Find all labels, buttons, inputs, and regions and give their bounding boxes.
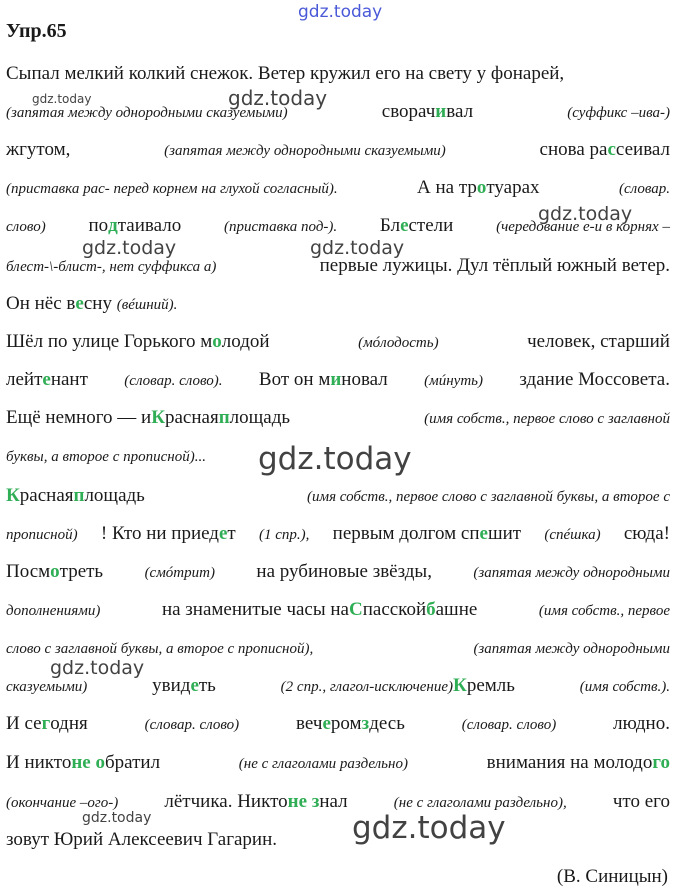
grammar-note: (приставка рас- перед корнем на глухой согласный). (6, 181, 338, 197)
word-group (539, 598, 670, 623)
text-fragment: на рубиновые звёзды, (256, 561, 432, 582)
text-fragment: сеивал (615, 139, 670, 160)
watermark: gdz.today (352, 810, 506, 846)
highlighted-letter: е (218, 523, 228, 544)
word-group (256, 560, 432, 585)
text-fragment: Бл (379, 215, 401, 236)
grammar-note: слово) (6, 219, 46, 235)
text-fragment: на знаменитые часы на (161, 599, 349, 620)
text-line (6, 522, 670, 547)
word-group (487, 751, 670, 776)
word-group (473, 560, 670, 585)
text-fragment: сворач (381, 101, 436, 122)
word-group (624, 522, 670, 547)
word-group (417, 176, 540, 201)
grammar-note: сказуемыми) (6, 679, 88, 695)
word-group (613, 790, 670, 815)
word-group (117, 293, 178, 314)
grammar-note: (запятая между однородными сказуемыми) (164, 143, 446, 159)
text-fragment: ашне (435, 599, 478, 620)
grammar-note: буквы, а второе с прописной)... (6, 449, 206, 465)
text-fragment: Он нёс в (6, 293, 76, 314)
grammar-note: (окончание –ого-) (6, 795, 119, 811)
highlighted-letter: е (479, 523, 488, 544)
text-fragment: ть (198, 675, 216, 696)
text-fragment: здание Моссовета. (519, 369, 670, 390)
author-signature: (В. Синицын) (556, 866, 668, 887)
highlighted-letter: не з (287, 791, 320, 812)
watermark: gdz.today (258, 441, 412, 477)
text-fragment: сну (83, 293, 112, 314)
highlighted-letter: е (322, 713, 331, 734)
word-group (259, 522, 309, 547)
grammar-note: (вéшний). (116, 297, 178, 313)
text-fragment: туарах (486, 177, 540, 198)
grammar-note: (имя собств.). (579, 679, 670, 695)
watermark: gdz.today (82, 810, 152, 826)
text-line (6, 828, 670, 852)
text-fragment: расная (164, 407, 219, 428)
exercise-title: Упр.65 (6, 20, 67, 42)
word-group (567, 100, 670, 125)
text-fragment: братил (104, 752, 161, 773)
highlighted-letter: е (42, 369, 51, 390)
highlighted-letter: з (361, 713, 370, 734)
word-group (540, 138, 670, 163)
watermark: gdz.today (50, 657, 145, 679)
grammar-note: (словар. слово). (124, 373, 223, 389)
text-line (6, 598, 670, 623)
word-group (6, 368, 88, 393)
word-group (6, 751, 160, 776)
text-fragment: что его (612, 791, 670, 812)
text-fragment: первым долгом сп (332, 523, 480, 544)
text-fragment: лощадь (84, 485, 145, 506)
text-fragment: Посм (6, 561, 51, 582)
word-group (6, 406, 290, 431)
word-group (6, 522, 78, 547)
watermark: gdz.today (228, 86, 328, 110)
word-group (224, 214, 337, 239)
highlighted-letter: д (108, 215, 118, 236)
word-group (281, 674, 515, 699)
highlighted-letter: и (330, 369, 342, 390)
watermark-top: gdz.today (298, 2, 383, 22)
text-fragment: Вот он м (258, 369, 331, 390)
highlighted-letter: го (652, 752, 670, 773)
text-fragment: А на тр (417, 177, 477, 198)
text-fragment: таивало (117, 215, 182, 236)
word-group (6, 214, 46, 239)
text-line (6, 330, 670, 355)
text-fragment: новал (341, 369, 388, 390)
text-line (6, 138, 670, 163)
word-group (6, 445, 206, 466)
highlighted-letter: не о (71, 752, 105, 773)
text-line (6, 292, 670, 317)
word-group (6, 330, 270, 355)
text-fragment: Ещё немного — и (6, 407, 152, 428)
grammar-note: (смóтрит) (144, 565, 215, 581)
word-group (519, 368, 670, 393)
text-fragment: лейт (6, 369, 43, 390)
word-group (462, 712, 556, 737)
word-group (6, 62, 564, 86)
grammar-note: (словар. (618, 181, 670, 197)
grammar-note: (запятая между однородными (473, 565, 670, 581)
watermark: gdz.today (32, 92, 92, 106)
highlighted-letter: о (212, 331, 222, 352)
highlighted-letter: б (426, 599, 436, 620)
text-line (6, 484, 670, 509)
highlighted-letter: К (151, 407, 165, 428)
highlighted-letter: п (73, 485, 85, 506)
text-fragment: Шёл по улице Горького м (6, 331, 213, 352)
word-group (307, 484, 670, 509)
word-group (259, 368, 388, 393)
grammar-note: (не с глаголами раздельно), (393, 795, 567, 811)
text-fragment: сюда! (623, 523, 670, 544)
text-line (6, 62, 670, 86)
grammar-note: (словар. слово) (461, 717, 557, 733)
text-fragment: снова ра (539, 139, 608, 160)
text-fragment: Сыпал мелкий колкий снежок. Ветер кружил его на свету у фонарей, (6, 63, 565, 84)
word-group (124, 368, 222, 393)
text-line (6, 712, 670, 737)
word-group (6, 176, 338, 201)
text-line (6, 751, 670, 776)
grammar-note: (чередование е-и в корнях – (496, 219, 670, 235)
grammar-note: (имя собств., первое (538, 603, 670, 619)
text-fragment: шит (487, 523, 522, 544)
text-fragment: одня (50, 713, 88, 734)
grammar-note: дополнениями) (6, 603, 101, 619)
word-group (424, 406, 670, 431)
word-group (6, 829, 277, 850)
word-group (239, 751, 408, 776)
text-fragment: людно. (613, 713, 670, 734)
text-line (6, 368, 670, 393)
word-group (296, 712, 405, 737)
word-group (527, 330, 670, 355)
grammar-note: (мóлодость) (358, 335, 439, 351)
grammar-note: (имя собств., первое слово с заглавной (424, 411, 670, 427)
word-group (424, 368, 483, 393)
text-fragment: ремль (466, 675, 515, 696)
highlighted-letter: е (190, 675, 199, 696)
grammar-note: (запятая между однородными (473, 641, 670, 657)
text-line (6, 560, 670, 585)
word-group (382, 100, 473, 125)
highlighted-letter: о (476, 177, 487, 198)
text-fragment: И никто (6, 752, 72, 773)
highlighted-letter: о (50, 561, 60, 582)
text-fragment: по (88, 215, 109, 236)
word-group (162, 598, 477, 623)
grammar-note: блест-\-блист-, нет суффикса а) (6, 259, 217, 275)
grammar-note: (приставка под-). (223, 219, 338, 235)
word-group (145, 560, 215, 585)
text-fragment: расная (19, 485, 74, 506)
word-group (613, 712, 670, 737)
grammar-note: (1 спр.), (259, 527, 310, 543)
word-group (6, 293, 112, 314)
word-group (6, 138, 70, 163)
highlighted-letter: г (41, 713, 51, 734)
text-fragment: ром (330, 713, 362, 734)
text-fragment: лощадь (229, 407, 291, 428)
word-group (544, 522, 600, 547)
grammar-note: (2 спр., глагол-исключение) (280, 679, 454, 695)
word-group (88, 214, 181, 239)
text-fragment: т (227, 523, 236, 544)
text-fragment: лётчика. Никто (164, 791, 288, 812)
grammar-note: (мúнуть) (424, 373, 483, 389)
highlighted-letter: С (348, 599, 363, 620)
word-group (164, 790, 347, 815)
text-fragment: увид (152, 675, 191, 696)
text-fragment: веч (296, 713, 323, 734)
word-group (145, 712, 239, 737)
text-fragment: нант (50, 369, 88, 390)
word-group (473, 636, 670, 661)
text-fragment: первые лужицы. Дул тёплый южный ветер. (319, 255, 670, 276)
text-fragment: десь (369, 713, 405, 734)
word-group (580, 674, 670, 699)
word-group (6, 484, 145, 509)
watermark: gdz.today (310, 237, 405, 259)
text-fragment: треть (59, 561, 104, 582)
grammar-note: (имя собств., первое слово с заглавной буквы, а второе с (307, 489, 670, 505)
word-group (333, 522, 521, 547)
highlighted-letter: е (400, 215, 409, 236)
word-group (380, 214, 453, 239)
word-group (164, 138, 446, 163)
text-fragment: пасской (362, 599, 427, 620)
highlighted-letter: К (6, 485, 20, 506)
text-fragment: лодой (221, 331, 270, 352)
highlighted-letter: е (75, 293, 84, 314)
highlighted-letter: п (218, 407, 230, 428)
word-group (6, 560, 103, 585)
word-group (101, 522, 236, 547)
word-group (358, 330, 439, 355)
text-fragment: зовут Юрий Алексеевич Гагарин. (6, 829, 278, 850)
text-fragment: стели (408, 215, 454, 236)
text-fragment: вал (446, 101, 474, 122)
watermark: gdz.today (538, 203, 633, 225)
grammar-note: (словар. слово) (144, 717, 240, 733)
text-fragment: нал (319, 791, 348, 812)
word-group (619, 176, 670, 201)
text-fragment: человек, старший (527, 331, 670, 352)
grammar-note: слово с заглавной буквы, а второе с прописной), (6, 641, 314, 657)
watermark: gdz.today (82, 237, 177, 259)
grammar-note: (запятая между однородными сказуемыми) (6, 105, 288, 121)
text-fragment: внимания на молодо (486, 752, 653, 773)
text-fragment: ! Кто ни приед (100, 523, 219, 544)
grammar-note: прописной) (6, 527, 78, 543)
word-group (6, 712, 88, 737)
highlighted-letter: К (453, 675, 467, 696)
text-fragment: И се (6, 713, 42, 734)
word-group (6, 598, 100, 623)
highlighted-letter: и (435, 101, 447, 122)
word-group (152, 674, 216, 699)
grammar-note: (не с глаголами раздельно) (238, 756, 408, 772)
text-line (6, 100, 670, 125)
text-line (6, 406, 670, 431)
highlighted-letter: с (607, 139, 616, 160)
grammar-note: (спéшка) (544, 527, 601, 543)
text-fragment: жгутом, (6, 139, 71, 160)
text-line (6, 176, 670, 201)
grammar-note: (суффикс –ива-) (567, 105, 670, 121)
